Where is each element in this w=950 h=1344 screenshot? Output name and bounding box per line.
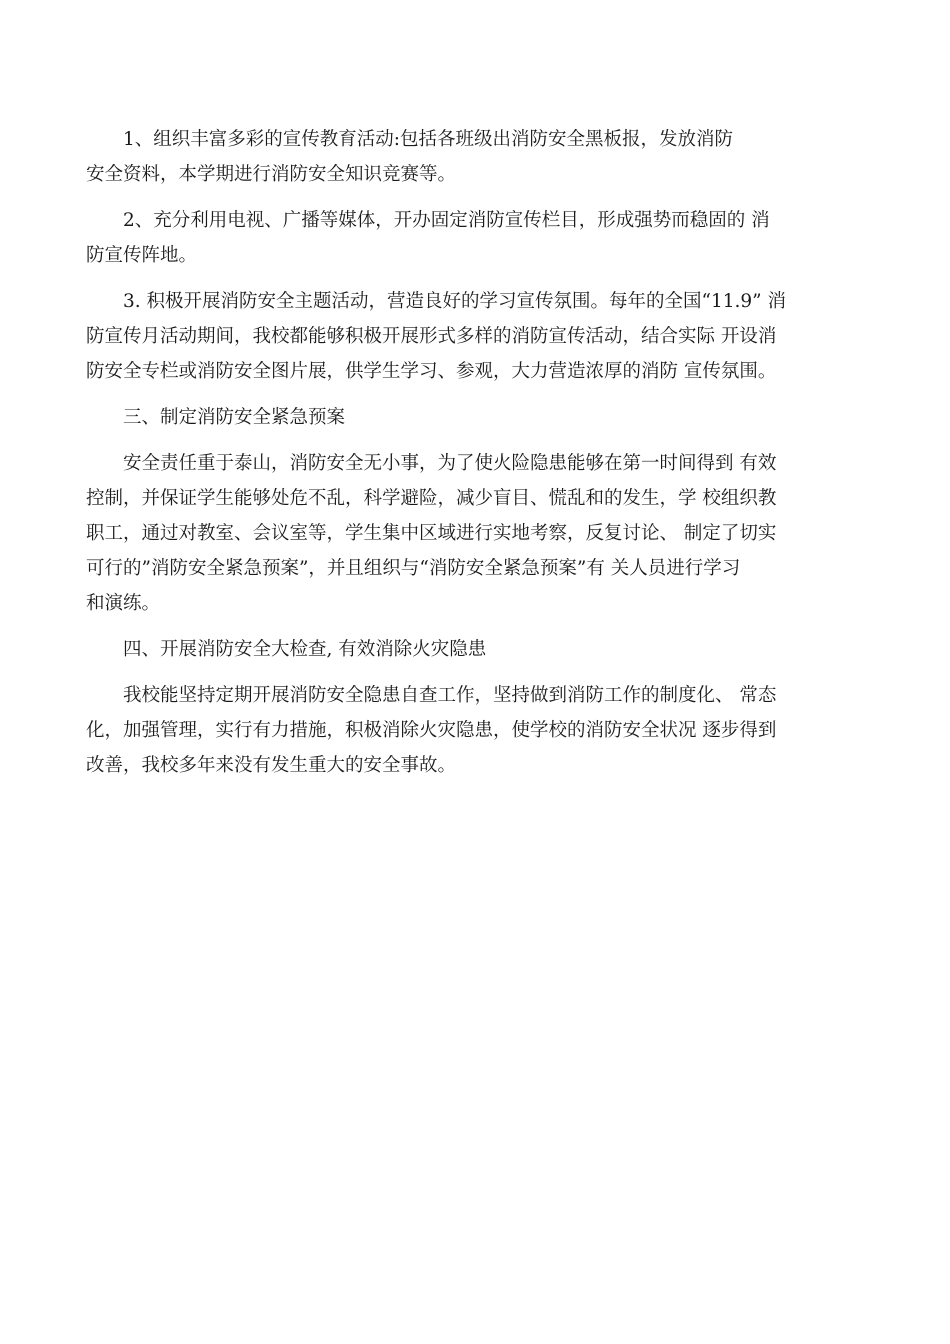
text-line: 和演练。 [86,593,161,614]
paragraph-theme-activities [86,284,886,389]
text-line: 防安全专栏或消防安全图片展，供学生学习、参观，大力营造浓厚的消防 宣传氛围。 [86,361,777,382]
paragraph-safety-inspection [86,678,886,783]
text-line: 3. 积极开展消防安全主题活动，营造良好的学习宣传氛围。每年的全国“11.9” 消 [123,291,787,312]
text-line: 我校能坚持定期开展消防安全隐患自查工作，坚持做到消防工作的制度化、 常态 [123,685,777,706]
paragraph-media-usage [86,203,886,273]
section-heading-emergency-plan: 三、制定消防安全紧急预案 [123,407,346,428]
text-line: 改善，我校多年来没有发生重大的安全事故。 [86,755,457,776]
text-line: 安全责任重于泰山，消防安全无小事，为了使火险隐患能够在第一时间得到 有效 [123,453,777,474]
text-line: 1、组织丰富多彩的宣传教育活动:包括各班级出消防安全黑板报，发放消防 [123,129,734,150]
text-line: 控制，并保证学生能够处危不乱，科学避险，减少盲目、慌乱和的发生，学 校组织教 [86,488,777,509]
text-line: 职工，通过对教室、会议室等，学生集中区域进行实地考察，反复讨论、 制定了切实 [86,523,777,544]
document-body [86,122,886,794]
paragraph-publicity-activities [86,122,886,192]
section-heading-safety-inspection: 四、开展消防安全大检查, 有效消除火灾隐患 [123,639,487,660]
text-line: 安全资料，本学期进行消防安全知识竞赛等。 [86,164,457,185]
text-line: 化，加强管理，实行有力措施，积极消除火灾隐患，使学校的消防安全状况 逐步得到 [86,720,777,741]
text-line: 2、充分利用电视、广播等媒体，开办固定消防宣传栏目，形成强势而稳固的 消 [123,210,770,231]
text-line: 可行的”消防安全紧急预案”，并且组织与“消防安全紧急预案”有 关人员进行学习 [86,558,741,579]
text-line: 防宣传月活动期间，我校都能够积极开展形式多样的消防宣传活动，结合实际 开设消 [86,326,777,347]
paragraph-emergency-plan [86,446,886,621]
text-line: 防宣传阵地。 [86,245,198,266]
